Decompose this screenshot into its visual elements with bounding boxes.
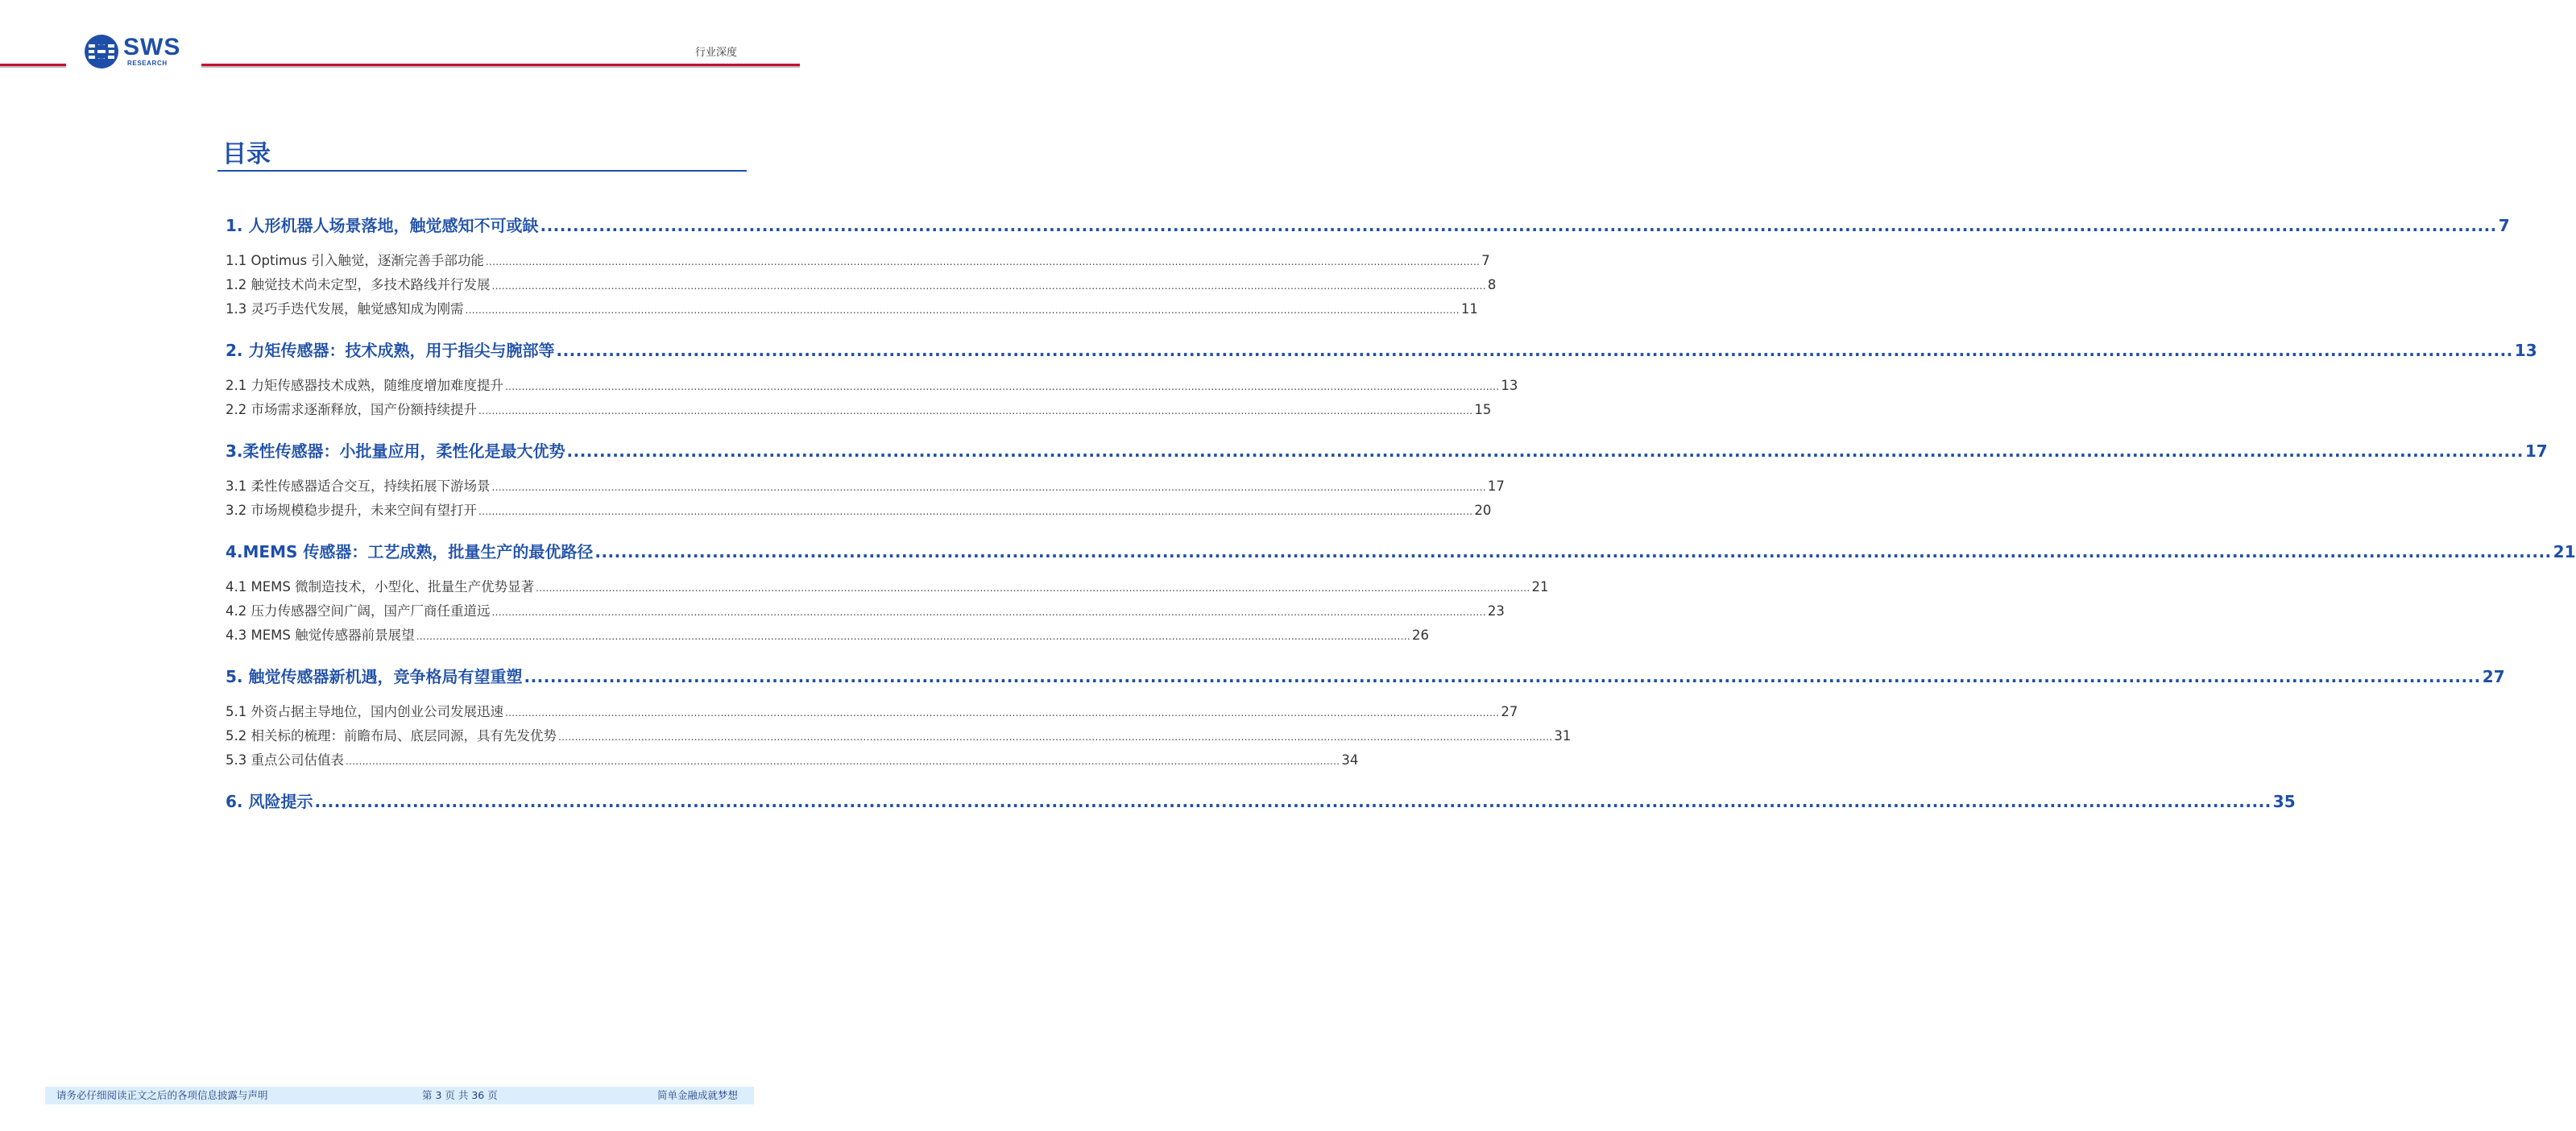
toc-entry-text: 5.3 重点公司估值表 xyxy=(226,752,344,768)
toc-entry[interactable] xyxy=(226,726,1572,747)
toc-entry-text: 4.2 压力传感器空间广阔，国产厂商任重道远 xyxy=(226,603,491,619)
toc-leader: ............................................................................................................................................................................................................................................................................................................ xyxy=(491,280,1486,292)
toc-entry-text: 2. 力矩传感器：技术成熟，用于指尖与腕部等 xyxy=(226,341,555,360)
toc-entry-page: 7 xyxy=(2498,216,2510,235)
toc-entry[interactable] xyxy=(226,213,2510,238)
toc-entry[interactable] xyxy=(226,665,2505,689)
toc-entry[interactable] xyxy=(226,375,1518,396)
toc-entry-text: 3.1 柔性传感器适合交互，持续拓展下游场景 xyxy=(226,478,491,494)
toc-entry[interactable] xyxy=(226,601,1505,622)
toc-entry[interactable] xyxy=(226,251,1490,271)
header-rule-left xyxy=(0,64,66,68)
sws-logo xyxy=(84,34,188,71)
toc-leader: ............................................................................................................................................................................................................................................................................................................ xyxy=(346,756,1340,767)
toc-entry-text: 1.1 Optimus 引入触觉，逐渐完善手部功能 xyxy=(226,253,484,268)
toc-entry-text: 5.1 外资占据主导地位，国内创业公司发展迅速 xyxy=(226,704,503,719)
toc-entry[interactable] xyxy=(226,439,2548,463)
logo-subtitle: RESEARCH xyxy=(127,60,168,67)
toc-leader: ............................................................................................................................................................................................................................................................................................................ xyxy=(465,304,1460,316)
toc-entry[interactable] xyxy=(226,476,1505,497)
toc-entry-page: 17 xyxy=(1487,478,1505,494)
toc-title: 目录 xyxy=(222,140,271,168)
toc-entry-text: 2.2 市场需求逐渐释放，国产份额持续提升 xyxy=(226,402,477,417)
toc-entry-text: 4.1 MEMS 微制造技术，小型化、批量生产优势显著 xyxy=(226,579,535,594)
footer-slogan: 简单金融成就梦想 xyxy=(656,1089,738,1101)
toc-entry[interactable] xyxy=(226,625,1429,646)
toc-entry[interactable] xyxy=(226,540,2576,564)
toc-entry-text: 4.MEMS 传感器：工艺成熟，批量生产的最优路径 xyxy=(226,542,594,561)
toc-entry[interactable] xyxy=(226,750,1359,771)
toc-leader: ............................................................................................................................................................................................................................................................................................................ xyxy=(416,631,1410,642)
toc-entry-page: 20 xyxy=(1474,503,1492,518)
toc-entry-text: 4.3 MEMS 触觉传感器前景展望 xyxy=(226,628,415,643)
toc-entry-text: 1.3 灵巧手迭代发展，触觉感知成为刚需 xyxy=(226,301,464,317)
toc-entry-page: 35 xyxy=(2272,792,2296,811)
toc-entry-page: 31 xyxy=(1554,728,1572,744)
sws-logo-icon xyxy=(84,34,119,69)
toc-entry-text: 3.2 市场规模稳步提升，未来空间有望打开 xyxy=(226,503,477,518)
toc-entry-text: 1.2 触觉技术尚未定型，多技术路线并行发展 xyxy=(226,277,491,292)
report-type-label: 行业深度 xyxy=(694,47,737,59)
toc-entry-page: 27 xyxy=(1501,704,1518,719)
toc-entry-text: 1. 人形机器人场景落地，触觉感知不可或缺 xyxy=(226,216,539,235)
toc-leader: ............................................................................................................................................................................................................................................................................................................ xyxy=(505,707,1500,719)
toc-leader: ............................................................................................................................................................................................................................................................................................................ xyxy=(594,542,2552,561)
toc-entry-page: 26 xyxy=(1411,628,1429,643)
toc-entry-page: 23 xyxy=(1487,603,1505,619)
toc-leader: ............................................................................................................................................................................................................................................................................................................ xyxy=(524,667,2481,686)
toc-entry-page: 27 xyxy=(2482,667,2505,686)
toc-leader: ............................................................................................................................................................................................................................................................................................................ xyxy=(314,792,2272,811)
toc-leader: ............................................................................................................................................................................................................................................................................................................ xyxy=(478,405,1473,416)
toc-entry[interactable] xyxy=(226,789,2296,814)
footer-page-number: 第 3 页 共 36 页 xyxy=(422,1089,498,1101)
toc-entry-page: 21 xyxy=(1531,579,1549,594)
toc-entry-page: 17 xyxy=(2524,441,2548,461)
toc-entry-text: 5.2 相关标的梳理：前瞻布局、底层同源，具有先发优势 xyxy=(226,728,557,744)
toc-entry-page: 13 xyxy=(2514,341,2537,360)
toc-entry[interactable] xyxy=(226,702,1518,723)
toc-entry-page: 8 xyxy=(1487,277,1497,292)
toc-entry[interactable] xyxy=(226,400,1492,420)
toc-leader: ............................................................................................................................................................................................................................................................................................................ xyxy=(505,381,1500,392)
toc-entry-text: 6. 风险提示 xyxy=(226,792,313,811)
toc-leader: ............................................................................................................................................................................................................................................................................................................ xyxy=(540,216,2497,235)
toc-leader: ............................................................................................................................................................................................................................................................................................................ xyxy=(491,607,1486,618)
toc-leader: ............................................................................................................................................................................................................................................................................................................ xyxy=(566,441,2524,461)
toc-entry-text: 3.柔性传感器：小批量应用，柔性化是最大优势 xyxy=(226,441,565,461)
toc-entry-page: 7 xyxy=(1481,253,1490,268)
toc-leader: ............................................................................................................................................................................................................................................................................................................ xyxy=(556,341,2513,360)
toc-leader: ............................................................................................................................................................................................................................................................................................................ xyxy=(491,482,1486,493)
toc-entry-page: 34 xyxy=(1341,752,1359,768)
toc-entry-page: 11 xyxy=(1460,301,1478,317)
toc-entry-page: 13 xyxy=(1501,378,1518,393)
toc-entry-text: 5. 触觉传感器新机遇，竞争格局有望重塑 xyxy=(226,667,523,686)
toc-title-underline xyxy=(217,170,747,172)
logo-wordmark: SWS xyxy=(123,34,181,60)
toc-leader: ............................................................................................................................................................................................................................................................................................................ xyxy=(478,506,1473,517)
toc-entry[interactable] xyxy=(226,577,1549,598)
toc-entry-text: 2.1 力矩传感器技术成熟，随维度增加难度提升 xyxy=(226,378,503,393)
toc-entry[interactable] xyxy=(226,275,1497,296)
toc-entry[interactable] xyxy=(226,299,1478,320)
toc-entry-page: 21 xyxy=(2553,542,2576,561)
toc-entry[interactable] xyxy=(226,338,2537,362)
toc-entry[interactable] xyxy=(226,500,1492,521)
toc-leader: ............................................................................................................................................................................................................................................................................................................ xyxy=(485,256,1481,267)
toc-leader: ............................................................................................................................................................................................................................................................................................................ xyxy=(558,731,1553,743)
toc-leader: ............................................................................................................................................................................................................................................................................................................ xyxy=(536,582,1530,594)
footer-disclaimer: 请务必仔细阅读正文之后的各项信息披露与声明 xyxy=(56,1089,268,1101)
page-footer xyxy=(45,1087,754,1104)
toc-entry-page: 15 xyxy=(1474,402,1492,417)
header-rule-right xyxy=(201,64,800,68)
